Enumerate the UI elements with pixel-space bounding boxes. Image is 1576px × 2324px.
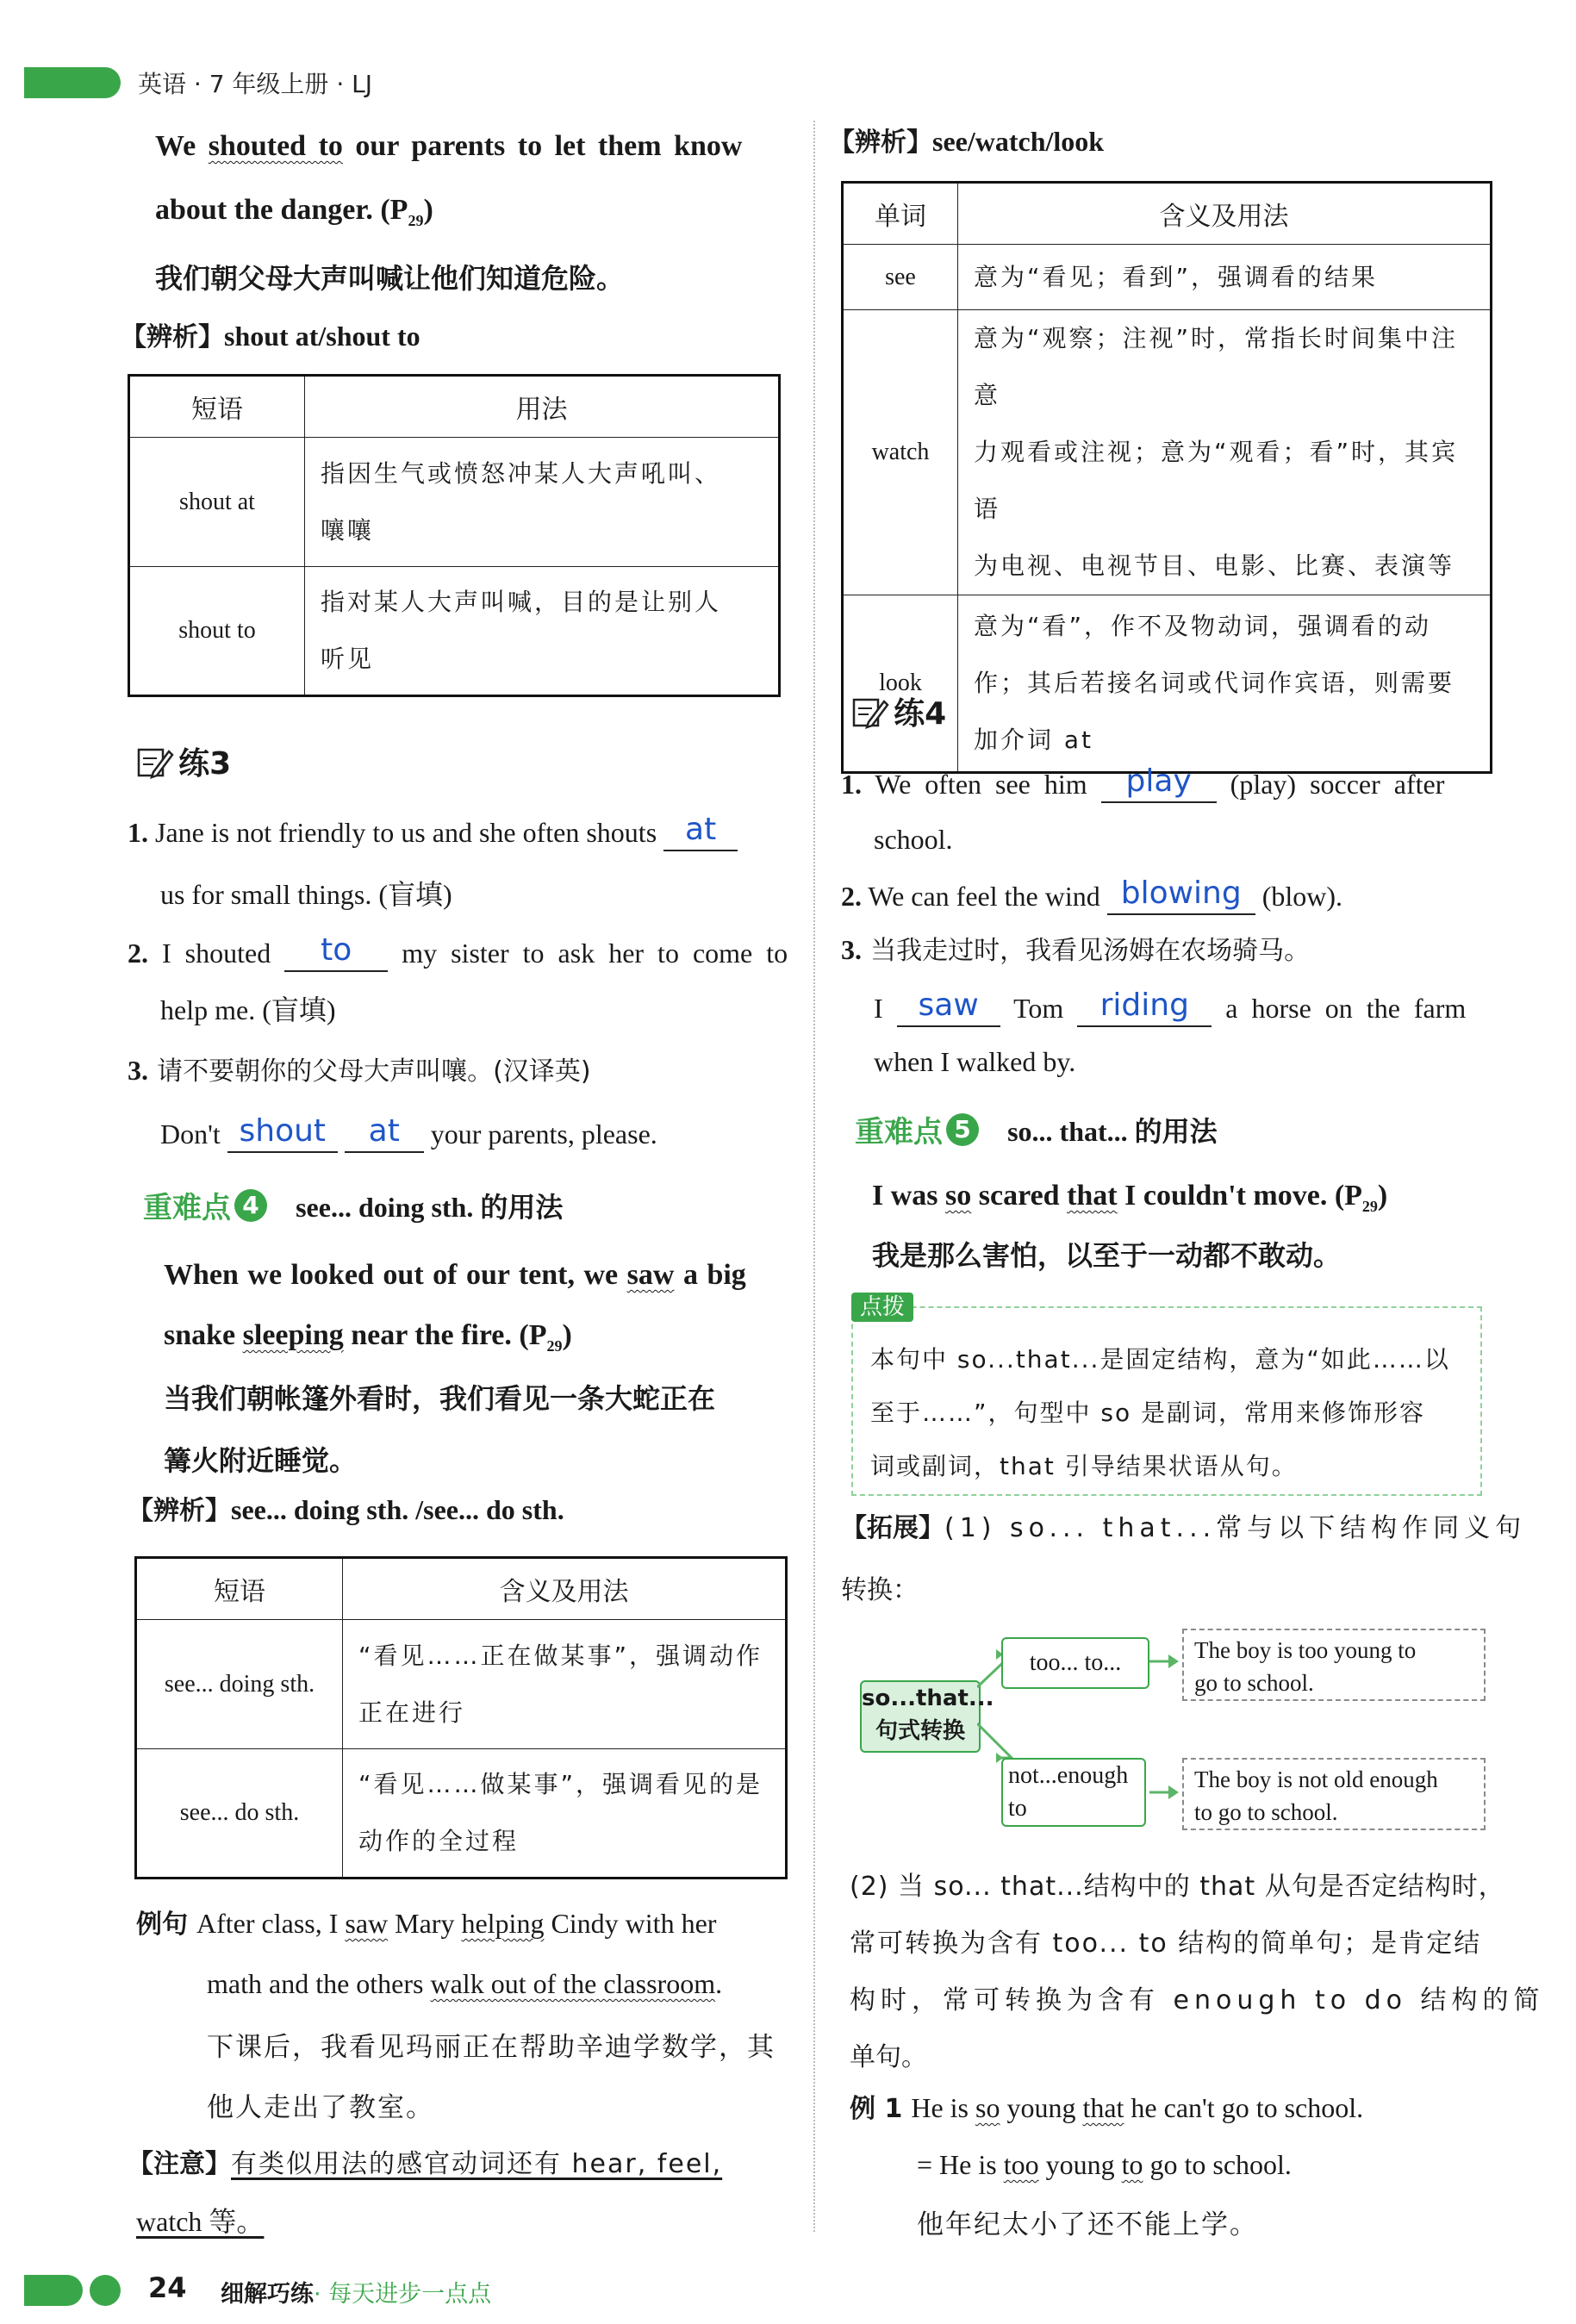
footer-dot	[90, 2275, 121, 2306]
p3-q3-line2: Don't shout at your parents, please.	[160, 1112, 657, 1153]
table1-def: 指对某人大声叫喊，目的是让别人 听见	[305, 567, 780, 696]
p4-q3-line3: when I walked by.	[874, 1046, 1076, 1077]
answer-blank[interactable]: blowing	[1107, 874, 1255, 915]
table3-def: 意为“看”，作不及物动词，强调看的动 作；其后若接名词或代词作宾语，则需要 加介词 at	[958, 595, 1492, 773]
kp5-cn: 我是那么害怕，以至于一动都不敢动。	[872, 1239, 1342, 1272]
para2-line: 单句。	[850, 2042, 927, 2072]
analysis2: 【辨析】see... doing sth. /see... do sth.	[128, 1494, 564, 1526]
see-doing-table	[134, 1556, 788, 1879]
table3-header-usage: 含义及用法	[958, 183, 1492, 245]
column-divider	[813, 121, 815, 2232]
see-watch-look-table	[841, 181, 1492, 774]
intro-cn: 我们朝父母大声叫喊让他们知道危险。	[155, 262, 625, 295]
p3-q2-line1: 2. I shouted to my sister to ask her to come to	[128, 931, 788, 972]
para2-line: 构时，常可转换为含有 enough to do 结构的简	[850, 1985, 1545, 2016]
page-number: 24	[148, 2271, 187, 2304]
answer-blank[interactable]: play	[1101, 762, 1217, 803]
table3-term: see	[843, 245, 958, 310]
answer-blank[interactable]: riding	[1077, 986, 1212, 1027]
para2-line: 常可转换为含有 too... to 结构的简单句；是肯定结	[850, 1928, 1482, 1959]
table3-def: 意为“看见；看到”，强调看的结果	[958, 245, 1492, 310]
table2-def: “看见……正在做某事”，强调动作 正在进行	[343, 1620, 787, 1749]
intro-en-line2: about the danger. $(P_{29})$	[155, 194, 433, 229]
extend-line2: 转换：	[841, 1575, 919, 1605]
diagram-bottom-box: not...enough to	[1001, 1758, 1146, 1827]
note-line1: 【注意】有类似用法的感官动词还有 hear, feel,	[128, 2149, 723, 2179]
practice4-heading: 练4	[851, 689, 946, 733]
arrow-right-icon	[1148, 1651, 1182, 1672]
table1-def: 指因生气或愤怒冲某人大声吼叫、 嚷嚷	[305, 438, 780, 567]
p4-q3-line1: 3. 当我走过时，我看见汤姆在农场骑马。	[841, 934, 1311, 966]
p4-q1-line1: 1. We often see him play (play) soccer after	[841, 762, 1444, 803]
header-bar	[24, 67, 121, 98]
example-cn2: 他人走出了教室。	[207, 2092, 434, 2123]
table2-header-usage: 含义及用法	[343, 1558, 787, 1620]
extend-line1: 【拓展】(1) so... that...常与以下结构作同义句	[841, 1513, 1527, 1543]
analysis3: 【辨析】see/watch/look	[829, 126, 1105, 158]
tip-line: 本句中 so...that...是固定结构，意为“如此……以	[870, 1345, 1450, 1374]
table1-header-usage: 用法	[305, 376, 780, 438]
p3-q2-line2: help me. (盲填)	[160, 994, 336, 1025]
para2-line: (2) 当 so... that...结构中的 that 从句是否定结构时，	[850, 1872, 1505, 1902]
table1-term: shout at	[129, 438, 305, 567]
tip-box	[851, 1294, 1482, 1496]
answer-blank[interactable]: to	[284, 931, 388, 972]
tip-line: 词或副词，that 引导结果状语从句。	[870, 1452, 1298, 1480]
table3-term: look	[843, 595, 958, 773]
answer-blank[interactable]: saw	[897, 986, 1000, 1027]
pencil-notebook-icon	[851, 695, 889, 729]
tip-line: 至于……”，句型中 so 是副词，常用来修饰形容	[870, 1399, 1426, 1427]
p4-q1-line2: school.	[874, 824, 953, 855]
number-badge: 5	[946, 1113, 979, 1146]
keypoint5-heading: 重难点 5 so... that... 的用法	[855, 1114, 1218, 1150]
keypoint4-heading: 重难点 4 see... doing sth. 的用法	[143, 1190, 564, 1225]
arrow-right-icon	[1148, 1782, 1182, 1803]
example1-en2: = He is too young to go to school.	[917, 2149, 1292, 2180]
diagram-example-bottom: The boy is not old enough to go to school.	[1182, 1758, 1486, 1830]
footer-bar	[24, 2275, 83, 2306]
table2-term: see... doing sth.	[136, 1620, 343, 1749]
example-en1: 例句 After class, I saw Mary helping Cindy with her	[136, 1908, 717, 1940]
diagram-center-box: so...that... 句式转换	[860, 1680, 981, 1753]
header-title: 英语 · 7 年级上册 · LJ	[138, 70, 372, 98]
example1-en1: 例 1 He is so young that he can't go to school.	[850, 2092, 1364, 2124]
p3-q1-line1: 1. Jane is not friendly to us and she often shouts at	[128, 810, 738, 851]
number-badge: 4	[234, 1189, 267, 1222]
example-en2: math and the others walk out of the classroom.	[207, 1968, 723, 1999]
example-cn1: 下课后，我看见玛丽正在帮助辛迪学数学，其	[207, 2032, 776, 2063]
pencil-notebook-icon	[136, 745, 174, 779]
kp4-cn1: 当我们朝帐篷外看时，我们看见一条大蛇正在	[164, 1382, 716, 1415]
p4-q3-line2: I saw Tom riding a horse on the farm	[874, 986, 1466, 1027]
practice3-heading: 练3	[136, 739, 231, 783]
p3-q1-line2: us for small things. (盲填)	[160, 879, 452, 910]
analysis1: 【辨析】shout at/shout to	[121, 321, 420, 352]
table3-header-word: 单词	[843, 183, 958, 245]
table1-header-phrase: 短语	[129, 376, 305, 438]
kp4-cn2: 篝火附近睡觉。	[164, 1444, 358, 1477]
kp4-en1: When we looked out of our tent, we saw a big	[164, 1259, 746, 1291]
table3-def: 意为“观察；注视”时，常指长时间集中注意 力观看或注视；意为“观看；看”时，其宾语 为电视、电视节目、电影、比赛、表演等	[958, 310, 1492, 595]
answer-blank[interactable]: at	[663, 810, 738, 851]
p3-q3-line1: 3. 请不要朝你的父母大声叫嚷。(汉译英)	[128, 1055, 591, 1087]
tip-label: 点拨	[851, 1293, 913, 1322]
intro-en-line1: We shouted to our parents to let them know	[155, 130, 743, 162]
shout-table	[128, 374, 781, 697]
kp4-en2: snake sleeping near the fire. $(P_{29})$	[164, 1319, 572, 1355]
table2-term: see... do sth.	[136, 1749, 343, 1879]
answer-blank[interactable]: shout	[227, 1112, 338, 1153]
example1-cn: 他年纪太小了还不能上学。	[917, 2209, 1258, 2240]
note-line2: watch 等。	[136, 2206, 265, 2237]
table1-term: shout to	[129, 567, 305, 696]
diagram-example-top: The boy is too young to go to school.	[1182, 1629, 1486, 1701]
diagram-top-box: too... to...	[1001, 1637, 1149, 1689]
table3-term: watch	[843, 310, 958, 595]
answer-blank[interactable]: at	[345, 1112, 424, 1153]
table2-def: “看见……做某事”，强调看见的是 动作的全过程	[343, 1749, 787, 1879]
kp5-en: I was so scared that I couldn't move. $(P_{29})$	[872, 1180, 1388, 1215]
p4-q2: 2. We can feel the wind blowing (blow).	[841, 874, 1342, 915]
footer-brand: 细解巧练· 每天进步一点点	[221, 2281, 492, 2308]
table2-header-phrase: 短语	[136, 1558, 343, 1620]
